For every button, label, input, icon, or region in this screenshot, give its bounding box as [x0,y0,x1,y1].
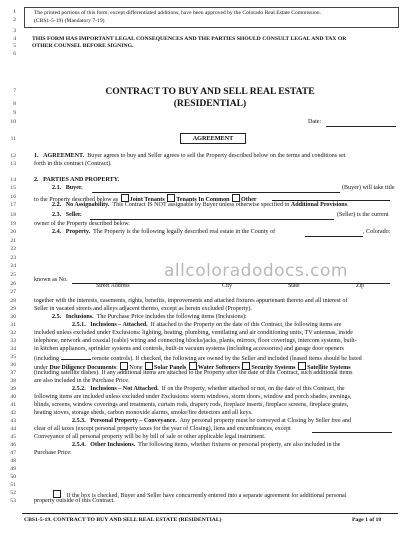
purchase-price-label: Purchase Price: [34,450,72,456]
state-label: State [288,283,300,289]
line-number: 38 [10,378,16,384]
line-number: 17 [10,202,16,208]
line-number: 15 [10,185,16,191]
encumbrances-field[interactable] [312,432,392,433]
section-2-title: PARTIES AND PROPERTY. [43,177,120,183]
line-number: 44 [10,426,16,432]
line-number: 53 [10,498,16,504]
buyer-name-field[interactable] [92,192,340,193]
line-number: 18 [10,212,16,218]
street-address-label: Street Address [96,283,130,289]
section-2-5-text: The Purchase Price includes the following items (Inclusions): [96,314,247,320]
water-softeners-checkbox[interactable] [189,362,197,370]
zip-label: Zip [356,283,365,289]
joint-tenants-checkbox[interactable] [121,194,129,202]
other-title-field[interactable] [272,200,390,201]
tenants-in-common-label: Tenants In Common [176,197,230,203]
remote-controls-count-field[interactable] [61,354,91,360]
line-number: 13 [10,161,16,167]
city-label: City [222,283,232,289]
under-label: under [34,365,48,371]
line-number: 51 [10,482,16,488]
line-number: 5 [13,43,16,49]
other-label: Other [241,197,257,203]
inclusions-attached-line35-start: (including [34,356,60,362]
line-number: 22 [10,246,16,252]
line-number: 33 [10,338,16,344]
line-number: 3 [13,28,16,34]
line-number: 31 [10,322,16,328]
section-2-4-text: The Property is the following legally described real estate in the County of [93,229,276,235]
line-number: 41 [10,402,16,408]
known-as-label: known as No. [34,277,68,283]
line-number: 12 [10,153,16,159]
section-2-5-2-title: Inclusions – Not Attached. [90,386,159,392]
section-2-5-number: 2.5. [52,314,62,320]
section-2-1-title: Buyer. [65,185,83,191]
section-2-5-3-title: Personal Property – Conveyance. [90,418,177,424]
inclusions-not-attached-line42: heating stoves, storage sheds, carbon monoxide alarms, smoke/fire detectors and all keys. [34,410,253,416]
line-number: 14 [10,177,16,183]
additional-provisions-ref: Additional Provisions [290,202,348,208]
colorado-label: , Colorado: [363,229,391,235]
inclusions-attached-line33: telephone, network and coaxial (cable) wiring and connecting blocks/jacks, plants, mirrors, floor coverings, intercom systems, built- [34,338,357,344]
line-number: 27 [10,289,16,295]
page-subtitle: (RESIDENTIAL) [173,98,247,109]
line-number: 2 [13,17,16,23]
section-2-5-1-title: Inclusions – Attached. [90,322,148,328]
line-number: 11 [10,136,16,142]
personal-property-line45: Conveyance of all personal property will be by bill of sale or other applicable legal instrument. [34,434,266,440]
form-code: (CBS1-5-19) (Mandatory 7-19) [34,18,105,24]
line-number: 9 [13,110,16,116]
section-2-5-2-text: If on the Property, whether attached or not, on the date of this Contract, the [161,386,345,392]
satellite-systems-checkbox[interactable] [298,362,306,370]
section-1-text: Buyer agrees to buy and Seller agrees to sell the Property described below on the terms and conditions set [87,153,346,159]
line-number: 30 [10,314,16,320]
security-systems-label: Security Systems [251,365,296,371]
line-number: 26 [10,281,16,287]
inclusions-attached-line37: (including satellite dishes). If any additional items are attached to the Property after the date of this Contract, such additional items [34,370,353,376]
section-2-2-text: This Contract IS NOT assignable by Buyer unless otherwise specified in [112,202,290,208]
line-number: 32 [10,330,16,336]
line-number: 42 [10,410,16,416]
line-number: 34 [10,346,16,352]
section-2-5-title: Inclusions. [65,314,94,320]
approval-notice-box [24,7,399,28]
section-2-5-4-title: Other Inclusions. [90,442,136,448]
line-number: 50 [10,474,16,480]
line-number: 4 [13,36,16,42]
personal-property-line44: clear of all taxes (except personal property taxes for the year of Closing), liens and encumbrances, except [34,426,291,432]
line-number: 49 [10,466,16,472]
line-number: 35 [10,354,16,360]
water-softeners-label: Water Softeners [197,365,240,371]
line-number: 1 [13,9,16,15]
separate-agreement-text: If the box is checked, Buyer and Seller have concurrently entered into a separate agreement for additional personal [66,493,347,499]
line-number: 37 [10,370,16,376]
line-number: 43 [10,418,16,424]
none-checkbox[interactable] [120,362,128,370]
section-2-5-3-number: 2.5.3. [72,418,86,424]
line-number: 47 [10,450,16,456]
seller-current-owner: (Seller) is the current [337,212,389,218]
section-2-5-1-text: If attached to the Property on the date of this Contract, the following items are [150,322,342,328]
section-2-5-2-number: 2.5.2. [72,386,86,392]
agreement-heading: AGREEMENT [180,133,246,144]
line-number: 20 [10,229,16,235]
separate-agreement-line2: property outside of this Contract. [34,498,115,504]
section-2-5-3-text: Any personal property must be conveyed at Closing by Seller free and [179,418,351,424]
line-number: 36 [10,362,16,368]
line-number: 45 [10,434,16,440]
title-held-as-label: to the Property described below as [34,197,119,203]
line-number: 16 [10,194,16,200]
line-number: 29 [10,306,16,312]
line-number: 24 [10,263,16,269]
section-2-5-4-number: 2.5.4. [72,442,86,448]
watermark: allcoloradodocs.com [164,261,348,281]
inclusions-attached-line38: are also included in the Purchase Price. [34,378,130,384]
section-1-number: 1. [34,153,39,159]
county-field[interactable] [305,236,363,237]
line-number: 8 [13,101,16,107]
footer-form-title: CBS1-5-19. CONTRACT TO BUY AND SELL REAL ESTATE (RESIDENTIAL) [24,517,222,523]
due-diligence-ref: Due Diligence Documents [49,365,117,371]
line-number: 28 [10,298,16,304]
line-number: 6 [13,51,16,57]
section-2-2-title: No Assignability. [65,202,110,208]
date-field[interactable] [326,126,396,127]
page-title: CONTRACT TO BUY AND SELL REAL ESTATE [105,86,315,97]
approval-notice: The printed portions of this form, except differentiated additions, have been approved by the Colorado Real Estate Commission. [34,10,321,16]
tenants-in-common-checkbox[interactable] [167,194,175,202]
line-number: 25 [10,272,16,278]
seller-name-field[interactable] [90,219,334,220]
section-2-4-number: 2.4. [52,229,62,235]
footer-divider [22,513,398,514]
none-label: None [129,365,143,371]
seller-owner-line2: owner of the Property described below. [34,221,130,227]
inclusions-attached-line34: in kitchen appliances, sprinkler systems and controls, built-in vacuum systems (including accessories) and garage door openers [34,346,344,352]
line-number: 40 [10,394,16,400]
section-2-2-number: 2.2. [52,202,62,208]
section-2-3-number: 2.3. [52,212,62,218]
section-1-title: AGREEMENT. [43,153,85,159]
inclusions-not-attached-line41: blinds, screens, window coverings and treatments, curtain rods, drapery rods, fireplace inserts, fireplace screens, fireplace grates, [34,402,349,408]
other-checkbox[interactable] [232,194,240,202]
property-interests-line1: together with the interests, easements, rights, benefits, improvements and attached fixtures appurtenant thereto and all interest of [34,298,348,304]
footer-page-number: Page 1 of 18 [352,517,382,523]
solar-panels-checkbox[interactable] [145,362,153,370]
line-number: 46 [10,442,16,448]
property-interests-line2: Seller in vacated streets and alleys adjacent thereto, except as herein excluded (Property). [34,306,252,312]
inclusions-not-attached-line40: following items are included unless excluded under Exclusions: storm windows, storm doors, window and porch shades, awnings, [34,394,352,400]
date-label: Date: [308,119,322,125]
line-number: 23 [10,255,16,261]
line-number: 52 [10,490,16,496]
line-number: 10 [10,119,16,125]
inclusions-attached-line35-end: remote controls). If checked, the following are owned by the Seller and included (leased items should be listed [92,356,362,362]
contract-page: The printed portions of this form, except differentiated additions, have been approved by the Colorado Real Estate Commission. (CBS1-5-19) (Mandatory 7-19) 1 2 3 4 5 6 7 8 9 10 11 12 13 14 15 16 17 18 19 20 21 22 23 24 25 26 27 28 29 30 31 32 33 34 35 36 37 38 39 40 41 42 43 44 45 46 47 48 49 50 51 52 53 THIS FORM HAS IMPORTANT LEGAL CONSEQUENCES AND THE PARTIES SHOULD CONSULT LEGAL AND TAX OR OTHER COUNSEL BEFORE SIGNING. CONTRACT TO BUY AND SELL REAL ESTATE (RESIDENTIAL) Date: AGREEMENT 1. AGREEMENT. Buyer agrees to buy and Seller agrees to sell the Property described below on the terms and conditions set forth in this contract (Contract). 2. PARTIES AND PROPERTY. 2.1. Buyer. (Buyer) will take title to the Property described below as Joint Tenants Tenants In Common Other 2.2. No Assignability. This Contract IS NOT assignable by Buyer unless otherwise specified in Additional Provisions. 2.3. Seller. (Seller) is the current owner of the Property described below. 2.4. Property. The Property is the following legally described real estate in the County of , Colorado: allcoloradodocs.com known as No. Street Address City State Zip together with the interests, easements, rights, benefits, improvements and attached fixtures appurtenant thereto and all interest of Seller in vacated streets and alleys adjacent thereto, except as herein excluded (Property). 2.5. Inclusions. The Purchase Price includes the following items (Inclusions): 2.5.1. Inclusions – Attached. If attached to the Property on the date of this Contract, the following items are included unless excluded under Exclusions: lighting, heating, plumbing, ventilating and air conditioning units, TV antennas, inside telephone, network and coaxial (cable) wiring and connecting blocks/jacks, plants, mirrors, floor coverings, intercom systems, built- in kitchen appliances, sprinkler systems and controls, built-in vacuum systems (including accessories) and garage door openers (including remote controls). If checked, the following are owned by the Seller and included (leased items should be listed under Due Diligence Documents: None Solar Panels Water Softeners Security Systems Satellite Systems (including satellite dishes). If any additional items are attached to the Property after the date of this Contract, such additional items are also included in the Purchase Price. 2.5.2. Inclusions – Not Attached. If on the Property, whether attached or not, on the date of this Contract, the following items are included unless excluded under Exclusions: storm windows, storm doors, window and porch shades, awnings, blinds, screens, window coverings and treatments, curtain rods, drapery rods, fireplace inserts, fireplace screens, fireplace grates, heating stoves, storage sheds, carbon monoxide alarms, smoke/fire detectors and all keys. 2.5.3. Personal Property – Conveyance. Any personal property must be conveyed at Closing by Seller free and clear of all taxes (except personal property taxes for the year of Closing), liens and encumbrances, except Conveyance of all personal property will be by bill of sale or other applicable legal instrument. 2.5.4. Other Inclusions. The following items, whether fixtures or personal property, are also included in the Purchase Price: If the box is checked, Buyer and Seller have concurrently entered into a separate agreement for additional personal property outside of this Contract. CBS1-5-19. CONTRACT TO BUY AND SELL REAL ESTATE (RESIDENTIAL) Page 1 of 18 [0,0,420,543]
section-2-1-number: 2.1. [52,185,62,191]
buyer-will-take-title: (Buyer) will take title [342,185,395,191]
line-number: 19 [10,221,16,227]
legal-warning-line2: OTHER COUNSEL BEFORE SIGNING. [32,43,134,49]
legal-warning-line1: THIS FORM HAS IMPORTANT LEGAL CONSEQUENCES AND THE PARTIES SHOULD CONSULT LEGAL AND TAX OR [32,36,347,42]
line-number: 48 [10,458,16,464]
joint-tenants-label: Joint Tenants [129,197,165,203]
solar-panels-label: Solar Panels [154,365,187,371]
separate-agreement-checkbox[interactable] [53,490,61,498]
security-systems-checkbox[interactable] [242,362,250,370]
section-2-4-title: Property. [65,229,91,235]
satellite-systems-label: Satellite Systems [307,365,351,371]
section-2-3-title: Seller. [65,212,82,218]
line-number: 39 [10,386,16,392]
line-number: 21 [10,238,16,244]
inclusions-attached-line32: included unless excluded under Exclusions: lighting, heating, plumbing, ventilating and air conditioning units, TV antennas, inside [34,330,353,336]
section-2-5-4-text: The following items, whether fixtures or personal property, are also included in the [138,442,341,448]
line-number: 7 [13,88,16,94]
section-2-number: 2. [34,177,39,183]
section-1-text-line2: forth in this contract (Contract). [34,161,112,167]
section-2-5-1-number: 2.5.1. [72,322,86,328]
